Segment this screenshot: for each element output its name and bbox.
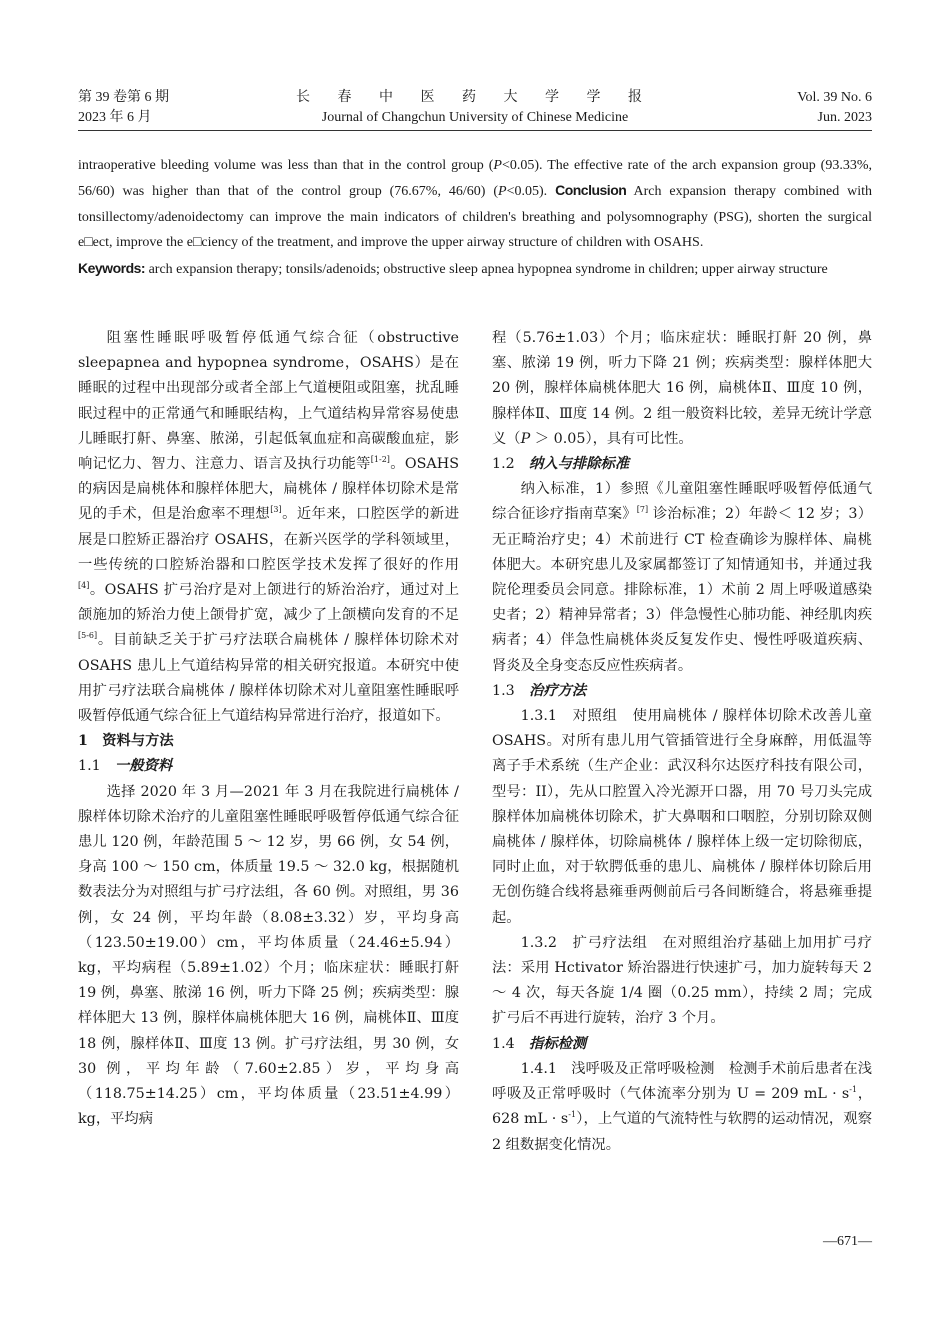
keywords: Keywords: arch expansion therapy; tonsils/adenoids; obstructive sleep apnea hypopnea syndrome in children; upper airway structure — [78, 259, 828, 277]
right-column — [492, 326, 872, 1158]
conclusion-label: Conclusion — [555, 182, 627, 199]
section-heading-1-2: 1.2 纳入与排除标准 — [492, 456, 630, 473]
running-header — [78, 88, 872, 130]
header-right — [797, 88, 872, 128]
header-vol-issue-en: Vol. 39 No. 6 — [797, 90, 872, 105]
header-center — [78, 88, 872, 128]
left-column — [78, 326, 459, 1133]
keywords-label: Keywords: — [78, 259, 146, 276]
section-heading-1-3: 1.3 治疗方法 — [492, 682, 587, 699]
section-heading-1-4: 1.4 指标检测 — [492, 1035, 587, 1052]
general-data-paragraph: 选择 2020 年 3 月—2021 年 3 月在我院进行扁桃体 / 腺样体切除术治疗的儿童阻塞性睡眠呼吸暂停低通气综合征患儿 120 例，年龄范围 5 ～ 12 岁，男 66 例，女 54 例，身高 100 ～ 150 cm，体质量 19.5 ～ 32.0 kg，根据随机数表法分为对照组与扩弓疗法组，各 60 例。对照组，男 36 例，女 24 例，平均年龄（8.08±3.32）岁，平均身高（123.50±19.00）cm，平均体质量（24.46±5.94）kg，平均病程（5.89±1.02）个月；临床症状：睡眠打鼾 19 例，鼻塞、脓涕 16 例，听力下降 25 例；疾病类型：腺样体肥大 13 例，腺样体扁桃体肥大 16 例，扁桃体Ⅱ、Ⅲ度 18 例，腺样体Ⅱ、Ⅲ度 13 例。扩弓疗法组，男 30 例，女 30 例，平均年龄（7.60±2.85）岁，平均身高（118.75±14.25）cm，平均体质量（23.51±4.99）kg，平均病 — [78, 783, 459, 1128]
control-group-paragraph: 1.3.1 对照组 使用扁桃体 / 腺样体切除术改善儿童 OSAHS。对所有患儿用气管插管进行全身麻醉，用低温等离子手术系统（生产企业：武汉科尔达医疗科技有限公司，型号：II），先从口腔置入冷光源开口器，用 70 号刀头完成腺样体加扁桃体切除术，扩大鼻咽和口咽腔，分别切除双侧扁桃体 / 腺样体，切除扁桃体 / 腺样体上级一定切除彻底，同时止血，对于软腭低垂的患儿、扁桃体 / 腺样体切除后用无创伤缝合线将悬雍垂两侧前后弓各间断缝合，将悬雍垂提起。 — [492, 708, 872, 926]
journal-title-en: Journal of Changchun University of Chinese Medicine — [321, 110, 629, 125]
page-number: —671— — [823, 1234, 872, 1249]
journal-title-cn: 长 春 中 医 药 大 学 学 报 — [296, 90, 654, 105]
intro-paragraph: 阻塞性睡眠呼吸暂停低通气综合征（obstructive sleepapnea and hypopnea syndrome，OSAHS）是在睡眠的过程中出现部分或者全部上气道梗阻或阻塞，扰乱睡眠过程中的正常通气和睡眠结构，上气道结构异常容易使患儿睡眠打鼾、鼻塞、脓涕，引起低氧血症和高碳酸血症，影响记忆力、智力、注意力、语言及执行功能等[1-2]。OSAHS 的病因是扁桃体和腺样体肥大，扁桃体 / 腺样体切除术是常见的手术，但是治愈率不理想[3]。近年来，口腔医学的新进展是口腔矫正器治疗 OSAHS，在新兴医学的学科领域里，一些传统的口腔矫治器和口腔医学技术发挥了很好的作用[4]。OSAHS 扩弓治疗是对上颌进行的矫治治疗，通过对上颌施加的矫治力使上颌骨扩宽，减少了上颌横向发育的不足[5-6]。目前缺乏关于扩弓疗法联合扁桃体 / 腺样体切除术对 OSAHS 患儿上气道结构异常的相关研究报道。本研究中使用扩弓疗法联合扁桃体 / 腺样体切除术对儿童阻塞性睡眠呼吸暂停低通气综合征上气道结构异常进行治疗，报道如下。 — [78, 330, 460, 725]
header-date-en: Jun. 2023 — [817, 110, 872, 125]
abstract-results: intraoperative bleeding volume was less than that in the control group (P<0.05). The effective rate of the arch expansion group (93.33%, 56/60) was higher than that of the control group (76.67%, 46/60) (P<0.05). Conclusion Arch expansion therapy combined with tonsillectomy/adenoidectomy can improve the main indicators of children's breathing and polysomnography (PSG), shorten the surgical e□ect, improve the e□ciency of the treatment, and improve the upper airway structure of children with OSAHS. — [78, 158, 873, 251]
header-rule — [78, 130, 872, 131]
criteria-paragraph: 纳入标准，1）参照《儿童阻塞性睡眠呼吸暂停低通气综合征诊疗指南草案》[7] 诊治标准；2）年龄＜ 12 岁；3）无正畸治疗史；4）术前进行 CT 检查确诊为腺样体、扁桃体肥大。本研究患儿及家属都签订了知情通知书，并通过我院伦理委员会同意。排除标准，1）术前 2 周上呼吸道感染史者；2）精神异常者；3）伴急慢性心肺功能、神经肌肉疾病者；4）伴急性扁桃体炎反复发作史、慢性呼吸道疾病、肾炎及全身变态反应性疾病者。 — [492, 481, 872, 674]
header-date-cn: 2023 年 6 月 — [78, 110, 152, 125]
section-heading-1-1: 1.1 一般资料 — [78, 758, 173, 775]
abstract-block — [78, 153, 872, 282]
section-heading-1: 1 资料与方法 — [78, 733, 174, 750]
expansion-group-paragraph: 1.3.2 扩弓疗法组 在对照组治疗基础上加用扩弓疗法：采用 Hctivator 矫治器进行快速扩弓，加力旋转每天 2 ～ 4 次，每天各旋 1/4 圈（0.25 mm），持续 2 周；完成扩弓后不再进行旋转，治疗 3 个月。 — [492, 934, 872, 1027]
detection-paragraph: 1.4.1 浅呼吸及正常呼吸检测 检测手术前后患者在浅呼吸及正常呼吸时（气体流率分别为 U = 209 mL · $s^{-1}$，628 mL · $s^{-1}$），上气道的气流特性与软腭的运动情况，观察 2 组数据变化情况。 — [492, 1060, 873, 1153]
header-vol-issue-cn: 第 39 卷第 6 期 — [78, 90, 169, 105]
general-data-continued: 程（5.76±1.03）个月；临床症状：睡眠打鼾 20 例，鼻塞、脓涕 19 例，听力下降 21 例；疾病类型：腺样体肥大 20 例，腺样体扁桃体肥大 16 例，扁桃体Ⅱ、Ⅲ度 10 例，腺样体Ⅱ、Ⅲ度 14 例。2 组一般资料比较，差异无统计学意义（P ＞ 0.05），具有可比性。 — [492, 330, 872, 447]
